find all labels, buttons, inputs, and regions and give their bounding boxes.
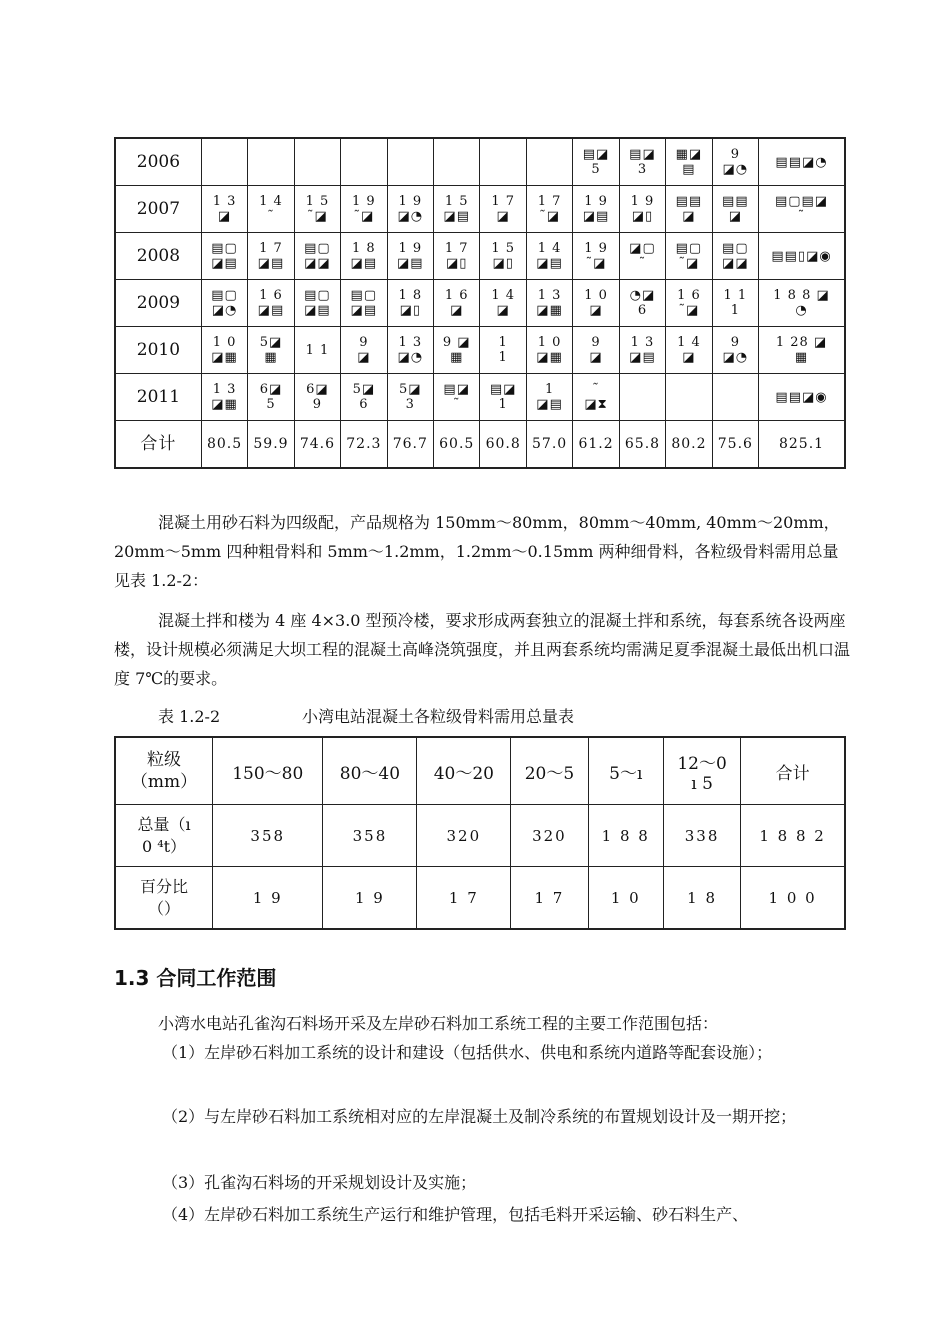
value-cell: 9 ◪ bbox=[341, 327, 387, 374]
value-cell bbox=[619, 374, 665, 421]
year-cell: 2008 bbox=[115, 233, 201, 280]
column-header: 5～ı bbox=[588, 737, 663, 805]
value-cell: 1 ◪▤ bbox=[526, 374, 572, 421]
value-cell: 1 5 ˜◪ bbox=[294, 186, 340, 233]
year-cell: 2006 bbox=[115, 138, 201, 186]
table-caption-number: 表 1.2-2 bbox=[158, 707, 221, 726]
value-cell: 1 7 ˜◪ bbox=[526, 186, 572, 233]
total-cell: 75.6 bbox=[712, 421, 758, 469]
value-cell: 1 8 8 ◪ ◔ bbox=[759, 280, 845, 327]
column-header: 80～40 bbox=[323, 737, 417, 805]
value-cell: 1 7 ◪▯ bbox=[434, 233, 480, 280]
total-cell: 72.3 bbox=[341, 421, 387, 469]
scope-item: （2）与左岸砂石料加工系统相对应的左岸混凝土及制冷系统的布置规划设计及一期开挖； bbox=[162, 1107, 797, 1126]
column-header: 12～0 ı 5 bbox=[663, 737, 740, 805]
value-cell: ▤◪ 5 bbox=[573, 138, 619, 186]
value-cell: 1 0 ◪ bbox=[573, 280, 619, 327]
value-cell: 1 6 ◪ bbox=[434, 280, 480, 327]
value-cell: 1 0 bbox=[588, 867, 663, 930]
column-header: 20～5 bbox=[511, 737, 588, 805]
value-cell: 1 6 ˜◪ bbox=[666, 280, 712, 327]
value-cell: 1 7 bbox=[511, 867, 588, 930]
aggregate-demand-table bbox=[114, 736, 846, 930]
value-cell: 1 9 bbox=[213, 867, 323, 930]
year-cell: 2011 bbox=[115, 374, 201, 421]
value-cell bbox=[480, 138, 526, 186]
value-cell: 1 8 8 2 bbox=[741, 805, 845, 867]
value-cell: 1 4 ◪▤ bbox=[526, 233, 572, 280]
value-cell bbox=[248, 138, 294, 186]
year-cell: 2009 bbox=[115, 280, 201, 327]
year-cell: 2010 bbox=[115, 327, 201, 374]
total-cell: 825.1 bbox=[759, 421, 845, 469]
table-row bbox=[115, 138, 845, 186]
value-cell bbox=[526, 138, 572, 186]
value-cell: ▤▤ ◪ bbox=[712, 186, 758, 233]
column-header: 粒级 （mm） bbox=[115, 737, 213, 805]
row-label: 百分比 （） bbox=[115, 867, 213, 930]
value-cell: 1 6 ◪▤ bbox=[248, 280, 294, 327]
value-cell: ▤▢ ◪◔ bbox=[201, 280, 247, 327]
total-cell: 60.8 bbox=[480, 421, 526, 469]
total-cell: 80.2 bbox=[666, 421, 712, 469]
value-cell: 6◪ 5 bbox=[248, 374, 294, 421]
table-row bbox=[115, 327, 845, 374]
value-cell: 1 9 ˜◪ bbox=[341, 186, 387, 233]
value-cell: 1 1 bbox=[294, 327, 340, 374]
value-cell: 1 7 bbox=[417, 867, 511, 930]
value-cell: 1 7 ◪ bbox=[480, 186, 526, 233]
value-cell: 1 3 ◪▤ bbox=[619, 327, 665, 374]
table-row bbox=[115, 233, 845, 280]
value-cell: 1 9 ◪◔ bbox=[387, 186, 433, 233]
value-cell: ▤▢▤◪ ˜ bbox=[759, 186, 845, 233]
value-cell: ▤▤ ◪ bbox=[666, 186, 712, 233]
value-cell: 1 0 ◪▦ bbox=[201, 327, 247, 374]
aggregate-spec-paragraph: 混凝土用砂石料为四级配，产品规格为 150mm～80mm，80mm～40mm, 40mm～20mm，20mm～5mm 四种粗骨料和 5mm～1.2mm，1.2mm～0.15mm 两种细骨料，各粒级骨料需用总量见表 1.2-2： bbox=[114, 513, 840, 590]
table-row bbox=[115, 805, 845, 867]
value-cell: 1 9 ◪▯ bbox=[619, 186, 665, 233]
value-cell bbox=[341, 138, 387, 186]
value-cell: 1 9 ◪▤ bbox=[387, 233, 433, 280]
value-cell: 1 4 ◪ bbox=[480, 280, 526, 327]
value-cell: ˜ ◪⧗ bbox=[573, 374, 619, 421]
value-cell: 1 3 ◪▦ bbox=[526, 280, 572, 327]
total-label: 合计 bbox=[115, 421, 201, 469]
value-cell: ▤▢ ◪◪ bbox=[712, 233, 758, 280]
scope-item: （1）左岸砂石料加工系统的设计和建设（包括供水、供电和系统内道路等配套设施）； bbox=[162, 1043, 773, 1062]
value-cell: 1 9 bbox=[323, 867, 417, 930]
value-cell: 1 3 ◪ bbox=[201, 186, 247, 233]
table-caption-title: 小湾电站混凝土各粒级骨料需用总量表 bbox=[302, 707, 575, 726]
value-cell: 5◪ 6 bbox=[341, 374, 387, 421]
value-cell bbox=[712, 374, 758, 421]
value-cell: 1 9 ◪▤ bbox=[573, 186, 619, 233]
value-cell: 9 ◪◔ bbox=[712, 138, 758, 186]
table-row bbox=[115, 867, 845, 930]
value-cell: 358 bbox=[323, 805, 417, 867]
value-cell bbox=[294, 138, 340, 186]
value-cell: 1 0 0 bbox=[741, 867, 845, 930]
value-cell: 9 ◪◔ bbox=[712, 327, 758, 374]
annual-volume-table bbox=[114, 137, 846, 469]
table-row bbox=[115, 280, 845, 327]
year-cell: 2007 bbox=[115, 186, 201, 233]
value-cell: 320 bbox=[511, 805, 588, 867]
column-header: 合计 bbox=[741, 737, 845, 805]
value-cell: 9 ◪ bbox=[573, 327, 619, 374]
value-cell: ▤▤◪◔ bbox=[759, 138, 845, 186]
value-cell: ▤▤▯◪◉ bbox=[759, 233, 845, 280]
value-cell: 1 3 ◪▦ bbox=[201, 374, 247, 421]
total-cell: 80.5 bbox=[201, 421, 247, 469]
total-cell: 76.7 bbox=[387, 421, 433, 469]
value-cell: 1 4 ˜ bbox=[248, 186, 294, 233]
value-cell: 1 1 1 bbox=[712, 280, 758, 327]
value-cell: 5◪ ▦ bbox=[248, 327, 294, 374]
value-cell: 1 0 ◪▦ bbox=[526, 327, 572, 374]
header-row bbox=[115, 737, 845, 805]
value-cell: ▤▤◪◉ bbox=[759, 374, 845, 421]
total-cell: 59.9 bbox=[248, 421, 294, 469]
total-cell: 65.8 bbox=[619, 421, 665, 469]
value-cell: ▦◪ ▤ bbox=[666, 138, 712, 186]
value-cell: 1 3 ◪◔ bbox=[387, 327, 433, 374]
value-cell: 320 bbox=[417, 805, 511, 867]
value-cell: 358 bbox=[213, 805, 323, 867]
value-cell: 1 1 bbox=[480, 327, 526, 374]
value-cell: ▤▢ ◪▤ bbox=[294, 280, 340, 327]
value-cell: 1 7 ◪▤ bbox=[248, 233, 294, 280]
value-cell bbox=[387, 138, 433, 186]
table-row bbox=[115, 186, 845, 233]
section-heading: 1.3 合同工作范围 bbox=[114, 966, 277, 990]
row-label: 总量（ı 0 ⁴t） bbox=[115, 805, 213, 867]
scope-intro: 小湾水电站孔雀沟石料场开采及左岸砂石料加工系统工程的主要工作范围包括： bbox=[158, 1014, 719, 1033]
value-cell: 1 8 8 bbox=[588, 805, 663, 867]
total-cell: 57.0 bbox=[526, 421, 572, 469]
value-cell: ▤▢ ˜◪ bbox=[666, 233, 712, 280]
scope-item: （4）左岸砂石料加工系统生产运行和维护管理，包括毛料开采运输、砂石料生产、 bbox=[162, 1205, 749, 1224]
value-cell: 338 bbox=[663, 805, 740, 867]
value-cell: ◔◪ 6 bbox=[619, 280, 665, 327]
value-cell: 5◪ 3 bbox=[387, 374, 433, 421]
value-cell: 1 8 bbox=[663, 867, 740, 930]
value-cell bbox=[666, 374, 712, 421]
value-cell: 9 ◪ ▦ bbox=[434, 327, 480, 374]
total-cell: 60.5 bbox=[434, 421, 480, 469]
mixing-plant-paragraph: 混凝土拌和楼为 4 座 4×3.0 型预冷楼，要求形成两套独立的混凝土拌和系统，每套系统各设两座楼，设计规模必须满足大坝工程的混凝土高峰浇筑强度，并且两套系统均需满足夏季混凝土最低出机口温度 7℃的要求。 bbox=[114, 611, 851, 688]
column-header: 40～20 bbox=[417, 737, 511, 805]
value-cell: ▤▢ ◪▤ bbox=[201, 233, 247, 280]
value-cell: 1 8 ◪▤ bbox=[341, 233, 387, 280]
scope-item: （3）孔雀沟石料场的开采规划设计及实施； bbox=[162, 1173, 477, 1192]
value-cell: 1 4 ◪ bbox=[666, 327, 712, 374]
total-row bbox=[115, 421, 845, 469]
value-cell: ▤◪ 3 bbox=[619, 138, 665, 186]
value-cell bbox=[434, 138, 480, 186]
value-cell: 1 9 ˜◪ bbox=[573, 233, 619, 280]
value-cell: ◪▢ ˜ bbox=[619, 233, 665, 280]
value-cell: ▤▢ ◪◪ bbox=[294, 233, 340, 280]
value-cell: 1 5 ◪▯ bbox=[480, 233, 526, 280]
value-cell: 6◪ 9 bbox=[294, 374, 340, 421]
value-cell: 1 28 ◪ ▦ bbox=[759, 327, 845, 374]
table-row bbox=[115, 374, 845, 421]
value-cell: ▤◪ 1 bbox=[480, 374, 526, 421]
value-cell: 1 5 ◪▤ bbox=[434, 186, 480, 233]
value-cell: ▤▢ ◪▤ bbox=[341, 280, 387, 327]
value-cell: 1 8 ◪▯ bbox=[387, 280, 433, 327]
total-cell: 74.6 bbox=[294, 421, 340, 469]
value-cell: ▤◪ ˜ bbox=[434, 374, 480, 421]
column-header: 150～80 bbox=[213, 737, 323, 805]
total-cell: 61.2 bbox=[573, 421, 619, 469]
value-cell bbox=[201, 138, 247, 186]
